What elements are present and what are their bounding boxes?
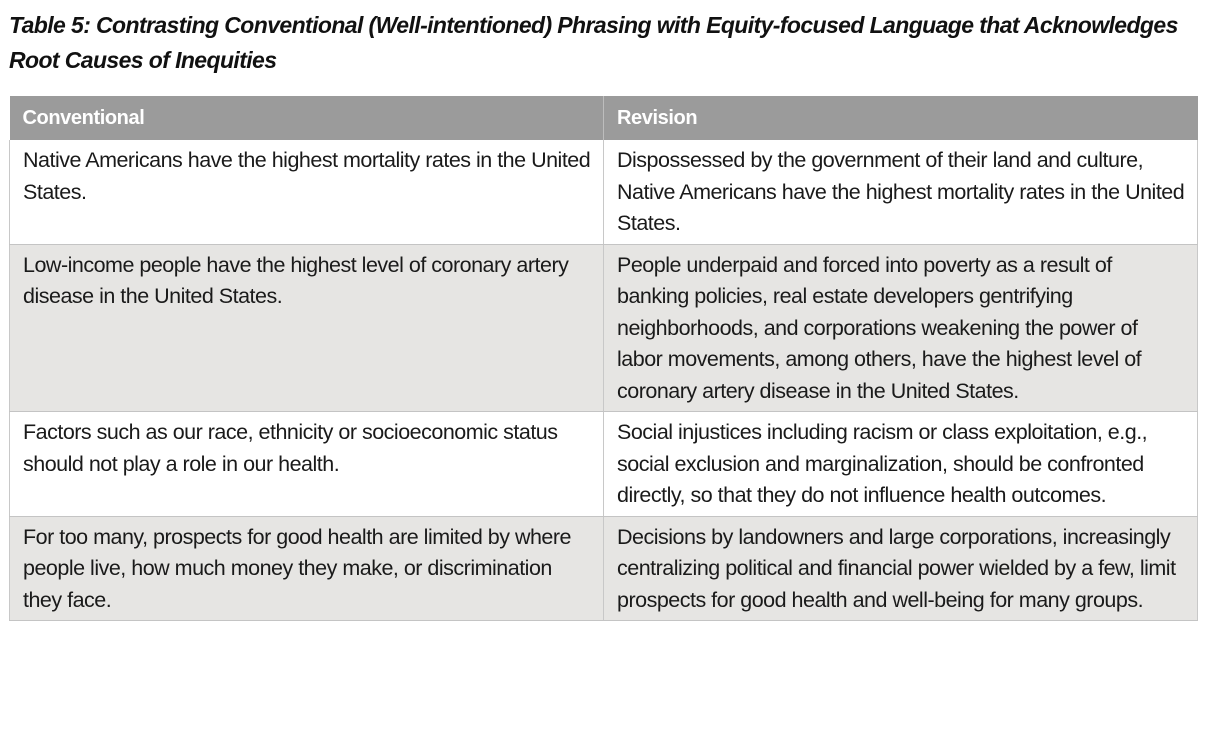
revision-cell: Social injustices including racism or class exploitation, e.g., social exclusion and marginalization, should be confronted directly, so that they do not influence health outcomes. (604, 412, 1198, 517)
table-row (10, 516, 1198, 621)
table-row (10, 244, 1198, 412)
table-row (10, 412, 1198, 517)
header-revision: Revision (604, 96, 1198, 140)
header-conventional: Conventional (10, 96, 604, 140)
revision-cell: Decisions by landowners and large corporations, increasingly centralizing political and financial power wielded by a few, limit prospects for good health and well-being for many groups. (604, 516, 1198, 621)
header-row (10, 96, 1198, 140)
conventional-cell: Factors such as our race, ethnicity or socioeconomic status should not play a role in our health. (10, 412, 604, 517)
comparison-table (9, 96, 1198, 621)
revision-cell: People underpaid and forced into poverty as a result of banking policies, real estate developers gentrifying neighborhoods, and corporations weakening the power of labor movements, among others, have the highest level of coronary artery disease in the United States. (604, 244, 1198, 412)
table-caption: Table 5: Contrasting Conventional (Well-intentioned) Phrasing with Equity-focused Language that Acknowledges Root Causes of Inequities (9, 12, 1178, 73)
table-body (10, 140, 1198, 621)
conventional-cell: Low-income people have the highest level of coronary artery disease in the United States. (10, 244, 604, 412)
conventional-cell: Native Americans have the highest mortality rates in the United States. (10, 140, 604, 244)
table-row (10, 140, 1198, 244)
comparison-table-container (9, 96, 1197, 621)
table-header (10, 96, 1198, 140)
revision-cell: Dispossessed by the government of their land and culture, Native Americans have the highest mortality rates in the United States. (604, 140, 1198, 244)
conventional-cell: For too many, prospects for good health are limited by where people live, how much money they make, or discrimination they face. (10, 516, 604, 621)
